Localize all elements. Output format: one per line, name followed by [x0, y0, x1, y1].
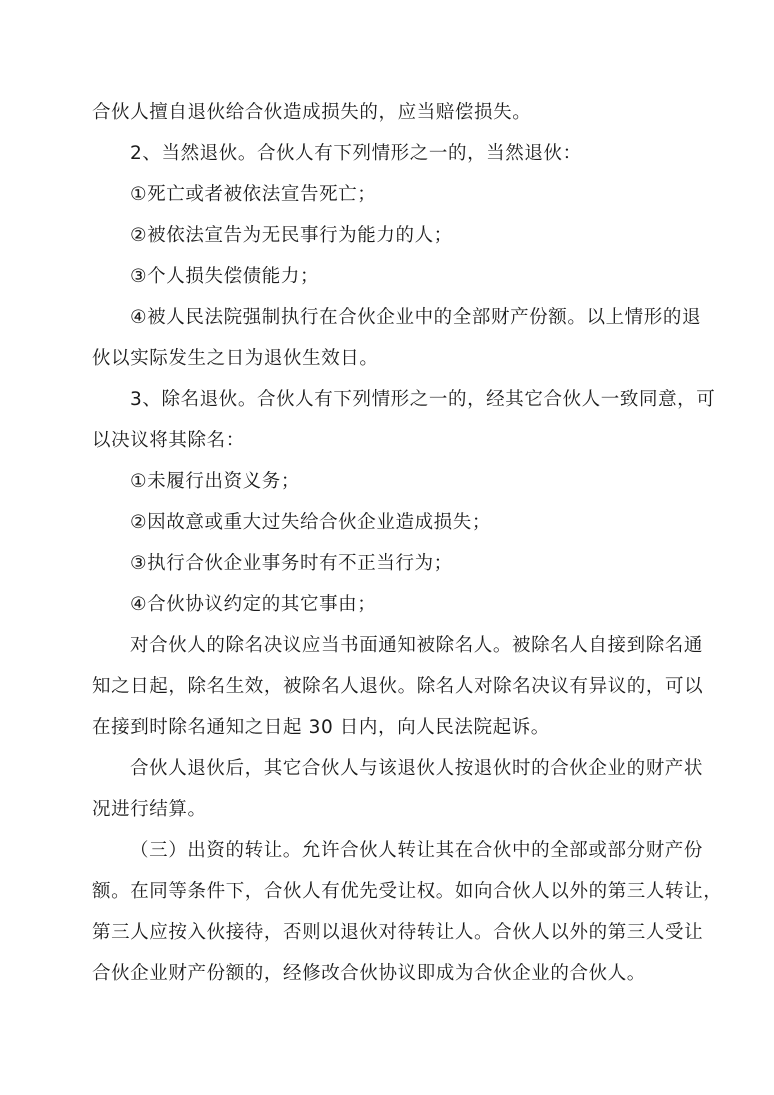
- text-line: 合伙人擅自退伙给合伙造成损失的，应当赔偿损失。: [92, 102, 532, 123]
- document-page: [92, 92, 723, 994]
- text-line: 况进行结算。: [92, 799, 207, 820]
- text-line: ④合伙协议约定的其它事由；: [130, 594, 377, 615]
- text-line: ①未履行出资义务；: [130, 471, 300, 492]
- text-line: 知之日起，除名生效，被除名人退伙。除名人对除名决议有异议的，可以: [92, 676, 704, 697]
- text-line: 3、除名退伙。合伙人有下列情形之一的，经其它合伙人一致同意，可: [130, 389, 716, 410]
- text-line: 2、当然退伙。合伙人有下列情形之一的，当然退伙：: [130, 143, 582, 164]
- text-line: ③执行合伙企业事务时有不正当行为；: [130, 553, 453, 574]
- text-line: 合伙人退伙后，其它合伙人与该退伙人按退伙时的合伙企业的财产状: [130, 758, 704, 779]
- text-line: 合伙企业财产份额的，经修改合伙协议即成为合伙企业的合伙人。: [92, 963, 646, 984]
- text-line: ④被人民法院强制执行在合伙企业中的全部财产份额。以上情形的退: [130, 307, 702, 328]
- text-line: （三）出资的转让。允许合伙人转让其在合伙中的全部或部分财产份: [130, 840, 704, 861]
- text-line: 在接到时除名通知之日起 30 日内，向人民法院起诉。: [92, 717, 550, 738]
- text-line: ②被依法宣告为无民事行为能力的人；: [130, 225, 453, 246]
- text-line: 额。在同等条件下，合伙人有优先受让权。如向合伙人以外的第三人转让，: [92, 881, 723, 902]
- text-line: ②因故意或重大过失给合伙企业造成损失；: [130, 512, 491, 533]
- text-line: 以决议将其除名：: [92, 430, 245, 451]
- text-line: 第三人应按入伙接待，否则以退伙对待转让人。合伙人以外的第三人受让: [92, 922, 704, 943]
- text-line: 对合伙人的除名决议应当书面通知被除名人。被除名人自接到除名通: [130, 635, 704, 656]
- text-line: ①死亡或者被依法宣告死亡；: [130, 184, 377, 205]
- text-line: ③个人损失偿债能力；: [130, 266, 320, 287]
- text-line: 伙以实际发生之日为退伙生效日。: [92, 348, 379, 369]
